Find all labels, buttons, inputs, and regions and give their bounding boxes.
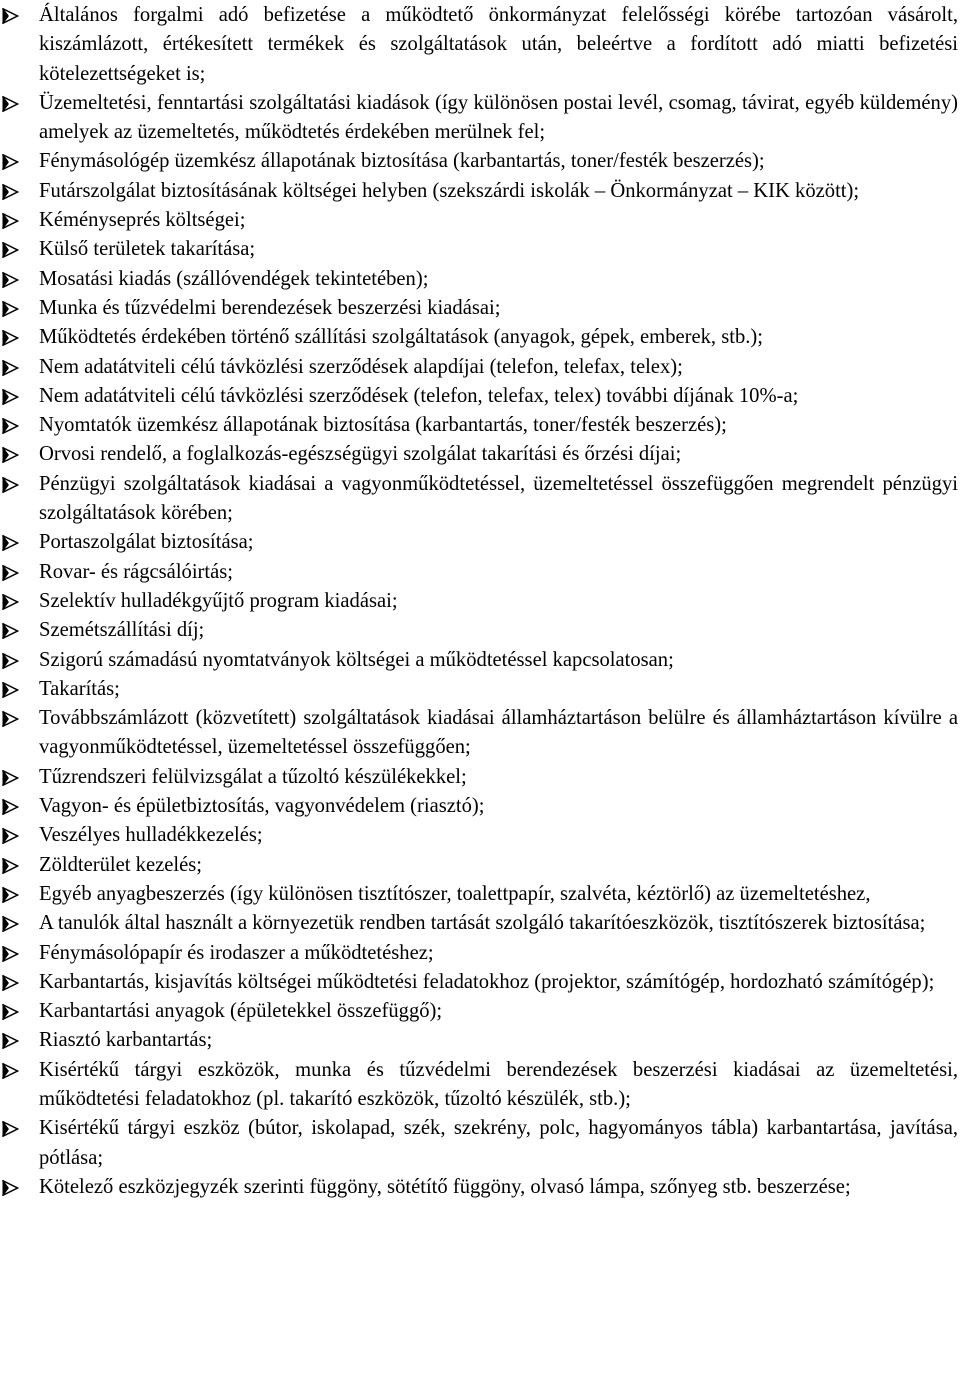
list-item-text: Tűzrendszeri felülvizsgálat a tűzoltó készülékekkel; xyxy=(39,765,467,788)
list-item xyxy=(0,1,960,89)
list-item-text: Veszélyes hulladékkezelés; xyxy=(39,824,263,847)
list-item xyxy=(0,704,960,763)
arrowhead-bullet-icon xyxy=(1,300,19,318)
arrowhead-bullet-icon xyxy=(1,681,19,699)
list-item xyxy=(0,235,960,264)
arrowhead-bullet-icon xyxy=(1,915,19,933)
list-item-text: Általános forgalmi adó befizetése a működtető önkormányzat felelősségi körébe tartozóan vásárolt, kiszámlázott, értékesített termékek és szolgáltatások után, beleértve a fordított adó miatti befizetési kötelezettségeket is; xyxy=(39,4,958,85)
list-item xyxy=(0,470,960,529)
list-item-text: Kéményseprés költségei; xyxy=(39,209,246,232)
arrowhead-bullet-icon xyxy=(1,1003,19,1021)
list-item xyxy=(0,909,960,938)
arrowhead-bullet-icon xyxy=(1,153,19,171)
arrowhead-bullet-icon xyxy=(1,359,19,377)
list-item-text: Egyéb anyagbeszerzés (így különösen tisztítószer, toalettpapír, szalvéta, kéztörlő) az üzemeltetéshez, xyxy=(39,882,871,905)
list-item-text: Üzemeltetési, fenntartási szolgáltatási kiadások (így különösen postai levél, csomag, távirat, egyéb küldemény) amelyek az üzemeltetés, működtetés érdekében merülnek fel; xyxy=(39,91,958,144)
arrowhead-bullet-icon xyxy=(1,886,19,904)
list-item-text: Mosatási kiadás (szállóvendégek tekintetében); xyxy=(39,267,429,290)
arrowhead-bullet-icon xyxy=(1,769,19,787)
list-item xyxy=(0,1173,960,1202)
arrowhead-bullet-icon xyxy=(1,7,19,25)
list-item-text: Munka és tűzvédelmi berendezések beszerzési kiadásai; xyxy=(39,296,501,319)
arrowhead-bullet-icon xyxy=(1,710,19,728)
arrowhead-bullet-icon xyxy=(1,417,19,435)
list-item xyxy=(0,587,960,616)
list-item xyxy=(0,89,960,148)
list-item-text: Fénymásológép üzemkész állapotának biztosítása (karbantartás, toner/festék beszerzés); xyxy=(39,150,765,173)
list-item-text: Nyomtatók üzemkész állapotának biztosítása (karbantartás, toner/festék beszerzés); xyxy=(39,414,727,437)
list-item-text: Szelektív hulladékgyűjtő program kiadásai; xyxy=(39,589,398,612)
arrowhead-bullet-icon xyxy=(1,212,19,230)
list-item xyxy=(0,1114,960,1173)
arrowhead-bullet-icon xyxy=(1,329,19,347)
list-item xyxy=(0,763,960,792)
list-item-text: Takarítás; xyxy=(39,677,120,700)
list-item-text: Szigorú számadású nyomtatványok költségei a működtetéssel kapcsolatosan; xyxy=(39,648,674,671)
list-item-text: Kötelező eszközjegyzék szerinti függöny, sötétítő függöny, olvasó lámpa, szőnyeg stb. beszerzése; xyxy=(39,1175,851,1198)
list-item xyxy=(0,646,960,675)
arrowhead-bullet-icon xyxy=(1,1062,19,1080)
list-item-text: Kisértékű tárgyi eszközök, munka és tűzvédelmi berendezések beszerzési kiadásai az üzemeltetési, működtetési feladatokhoz (pl. takarító eszközök, tűzoltó készülék, stb.); xyxy=(39,1058,958,1110)
list-item xyxy=(0,411,960,440)
list-item xyxy=(0,851,960,880)
list-item xyxy=(0,265,960,294)
arrowhead-bullet-icon xyxy=(1,95,19,113)
list-item xyxy=(0,382,960,411)
bullet-list xyxy=(0,1,960,1202)
arrowhead-bullet-icon xyxy=(1,827,19,845)
list-item xyxy=(0,558,960,587)
arrowhead-bullet-icon xyxy=(1,183,19,201)
list-item-text: Kisértékű tárgyi eszköz (bútor, iskolapad, szék, szekrény, polc, hagyományos tábla) karbantartása, javítása, pótlása; xyxy=(39,1117,958,1169)
list-item xyxy=(0,353,960,382)
list-item xyxy=(0,997,960,1026)
arrowhead-bullet-icon xyxy=(1,241,19,259)
list-item xyxy=(0,1026,960,1055)
list-item xyxy=(0,675,960,704)
list-item xyxy=(0,177,960,206)
list-item-text: Pénzügyi szolgáltatások kiadásai a vagyonműködtetéssel, üzemeltetéssel összefüggően megrendelt pénzügyi szolgáltatások körében; xyxy=(39,472,958,525)
list-item xyxy=(0,968,960,997)
list-item-text: Működtetés érdekében történő szállítási szolgáltatások (anyagok, gépek, emberek, stb.); xyxy=(39,326,763,349)
arrowhead-bullet-icon xyxy=(1,388,19,406)
arrowhead-bullet-icon xyxy=(1,857,19,875)
list-item xyxy=(0,323,960,352)
list-item xyxy=(0,528,960,557)
list-item-text: Portaszolgálat biztosítása; xyxy=(39,531,254,554)
list-item xyxy=(0,1056,960,1115)
arrowhead-bullet-icon xyxy=(1,622,19,640)
arrowhead-bullet-icon xyxy=(1,1179,19,1197)
list-item xyxy=(0,821,960,850)
arrowhead-bullet-icon xyxy=(1,446,19,464)
arrowhead-bullet-icon xyxy=(1,1120,19,1138)
list-item-text: Futárszolgálat biztosításának költségei helyben (szekszárdi iskolák – Önkormányzat – KIK között); xyxy=(39,179,860,202)
list-item-text: Külső területek takarítása; xyxy=(39,238,256,261)
list-item-text: Orvosi rendelő, a foglalkozás-egészségügyi szolgálat takarítási és őrzési díjai; xyxy=(39,443,682,466)
list-item xyxy=(0,206,960,235)
list-item xyxy=(0,616,960,645)
arrowhead-bullet-icon xyxy=(1,593,19,611)
arrowhead-bullet-icon xyxy=(1,476,19,494)
arrowhead-bullet-icon xyxy=(1,271,19,289)
list-item-text: Vagyon- és épületbiztosítás, vagyonvédelem (riasztó); xyxy=(39,795,485,818)
arrowhead-bullet-icon xyxy=(1,534,19,552)
list-item-text: Továbbszámlázott (közvetített) szolgáltatások kiadásai államháztartáson belülre és államháztartáson kívülre a vagyonműködtetéssel, üzemeltetéssel összefüggően; xyxy=(39,707,958,759)
list-item-text: Zöldterület kezelés; xyxy=(39,853,202,876)
list-item-text: Karbantartási anyagok (épületekkel összefüggő); xyxy=(39,1000,443,1023)
list-item-text: Szemétszállítási díj; xyxy=(39,619,205,642)
list-item xyxy=(0,792,960,821)
list-item xyxy=(0,147,960,176)
arrowhead-bullet-icon xyxy=(1,652,19,670)
list-item-text: Karbantartás, kisjavítás költségei működtetési feladatokhoz (projektor, számítógép, hordozható számítógép); xyxy=(39,970,935,993)
list-item xyxy=(0,294,960,323)
list-item xyxy=(0,880,960,909)
list-item-text: Nem adatátviteli célú távközlési szerződések (telefon, telefax, telex) további díjának 10%-a; xyxy=(39,384,799,407)
list-item-text: Nem adatátviteli célú távközlési szerződések alapdíjai (telefon, telefax, telex); xyxy=(39,355,683,378)
arrowhead-bullet-icon xyxy=(1,798,19,816)
list-item-text: Rovar- és rágcsálóirtás; xyxy=(39,560,234,583)
arrowhead-bullet-icon xyxy=(1,564,19,582)
list-item xyxy=(0,939,960,968)
arrowhead-bullet-icon xyxy=(1,1032,19,1050)
list-item-text: Riasztó karbantartás; xyxy=(39,1029,213,1052)
arrowhead-bullet-icon xyxy=(1,974,19,992)
list-item xyxy=(0,440,960,469)
list-item-text: Fénymásolópapír és irodaszer a működtetéshez; xyxy=(39,941,434,964)
arrowhead-bullet-icon xyxy=(1,945,19,963)
list-item-text: A tanulók által használt a környezetük rendben tartását szolgáló takarítóeszközök, tisztítószerek biztosítása; xyxy=(39,912,926,935)
